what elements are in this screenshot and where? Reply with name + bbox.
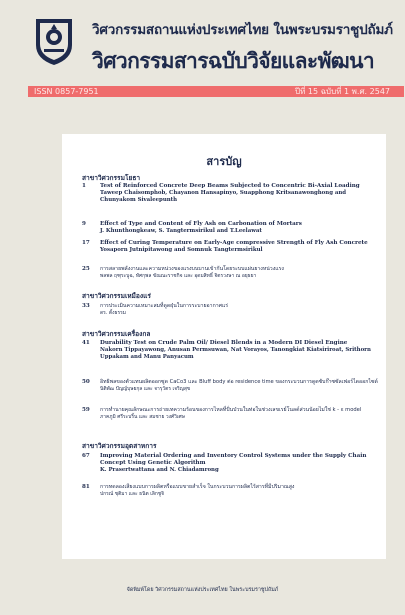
toc-title: สารบัญ: [206, 155, 242, 168]
page-number: 9: [82, 221, 86, 227]
table-of-contents: [62, 134, 386, 559]
toc-entry[interactable]: [82, 266, 380, 280]
article-title: Durability Test on Crude Palm Oil/ Diesel Blends in a Modern DI Diesel Engine: [100, 340, 348, 346]
article-authors: K. Prasertwattana and N. Chiadamrong: [100, 467, 219, 474]
article-authors: นิติพัฒ ปัญญ์บุษยกุล และ จารุวัตร เจริญสุข: [100, 386, 191, 393]
article-title: การประเมินความเหมาะสมที่ดูดฝุ่นในการระบายอากาศแร่: [100, 303, 229, 309]
toc-entry[interactable]: [82, 240, 380, 254]
section-heading: สาขาวิศวกรรมเหมืองแร่: [82, 292, 151, 300]
page-number: 17: [82, 240, 90, 246]
page-number: 41: [82, 340, 90, 346]
cover-header: [0, 0, 405, 84]
organization-name: วิศวกรรมสถานแห่งประเทศไทย ในพระบรมราชูปถัมภ์: [92, 22, 393, 38]
section-heading: สาขาวิศวกรรมอุตสาหการ: [82, 442, 157, 450]
article-title: การสลายพลังงานและความหน่วงของแรงบนบานเข้ากันโดยระบบแผ่นยางหน่วงแรง: [100, 266, 284, 272]
publisher-footer: จัดพิมพ์โดย วิศวกรรมสถานแห่งประเทศไทย ในพระบรมราชูปถัมภ์: [126, 587, 279, 593]
article-authors: พลพล ฤฑุระบูฉ, ทัศกุพล ขัณณะราชกิจ และ อุดมสิทธิ์ จิตรวงษา ณ อยุธยา: [100, 273, 257, 280]
issn-bar: [28, 86, 404, 97]
toc-entry[interactable]: [82, 484, 380, 498]
page-number: 67: [82, 453, 90, 459]
article-title: อิทธิพลของตัวแทนผลิตออกซูด CaCo3 และ Bluff body ต่อ residence time ของกระบวนการดูดซับก๊าซซัลเฟอร์ไดออกไซด์: [100, 379, 378, 385]
section-heading: สาขาวิศวกรรมโยธา: [82, 174, 141, 182]
toc-entry[interactable]: [82, 303, 380, 317]
toc-entry[interactable]: [82, 183, 380, 204]
toc-entry[interactable]: [82, 407, 380, 421]
article-title: Effect of Curing Temperature on Early-Age compressive Strength of Fly Ash Concrete: [100, 240, 368, 246]
article-authors: Yosaporn Jutnipitawong and Somnuk Tangtermsirikul: [100, 247, 263, 254]
page-number: 33: [82, 303, 90, 309]
journal-title: วิศวกรรมสารฉบับวิจัยและพัฒนา: [92, 49, 375, 73]
article-authors: Nakorn Tippayawong, Anusan Permsuwan, Nat Vorayos, Tanongkiat Kiatsiriroat, Srithorn Uppakam and Manu Panyacum: [100, 347, 371, 361]
article-authors: J. Khunthongkeaw, S. Tangtermsirikul and T.Leelawat: [100, 228, 262, 235]
article-title: การทำนายคุณลักษณะการถ่ายเทความร้อนของการไหลที่ปั่นป่วนในท่อในช่วงเลขเรย์โนลด์ส่วนน้อยไม่ใช่ k - ε model: [100, 407, 362, 413]
article-title: Test of Reinforced Concrete Deep Beams Subjected to Concentric Bi-Axial Loading: [100, 183, 360, 189]
toc-entry[interactable]: [82, 340, 380, 361]
section-heading: สาขาวิศวกรรมเครื่องกล: [82, 330, 151, 338]
article-title: Effect of Type and Content of Fly Ash on Carbonation of Mortars: [100, 221, 302, 227]
volume-info: ปีที่ 15 ฉบับที่ 1 พ.ศ. 2547: [294, 87, 390, 96]
article-authors: ปกรณ์ ชุติมา และ ธนิต เลิกชูจิ: [100, 491, 165, 498]
page-number: 25: [82, 266, 90, 272]
page-number: 59: [82, 407, 90, 413]
article-title: Improving Material Ordering and Inventory Control Systems under the Supply Chain Concept Using Genetic Algorithm: [100, 453, 367, 467]
issn-number: ISSN 0857-7951: [34, 87, 99, 96]
toc-entry[interactable]: [82, 221, 380, 235]
page-number: 1: [82, 183, 86, 189]
article-authors: Taweep Chaisomphob, Chayanon Hansapinyo, Suapphong Kritsanawonghong and Chunyakom Sivaleepunth: [100, 190, 347, 204]
toc-entry[interactable]: [82, 453, 380, 474]
emblem-logo: [32, 15, 76, 67]
toc-entry[interactable]: [82, 379, 380, 393]
page-number: 81: [82, 484, 90, 490]
article-authors: ดร. ตั้งธรรม: [100, 310, 126, 317]
article-title: การทดลองเสียงแบบการผลิตหรือแบบขายสำเร็จ ในกระบวนการผลิตไร้สารที่มีปริมาณสูง: [100, 484, 295, 490]
page-number: 50: [82, 379, 90, 385]
article-authors: ภาคภูมิ ศรีระบริ้น และ สมชาย วงศ์วิเศษ: [100, 414, 185, 421]
